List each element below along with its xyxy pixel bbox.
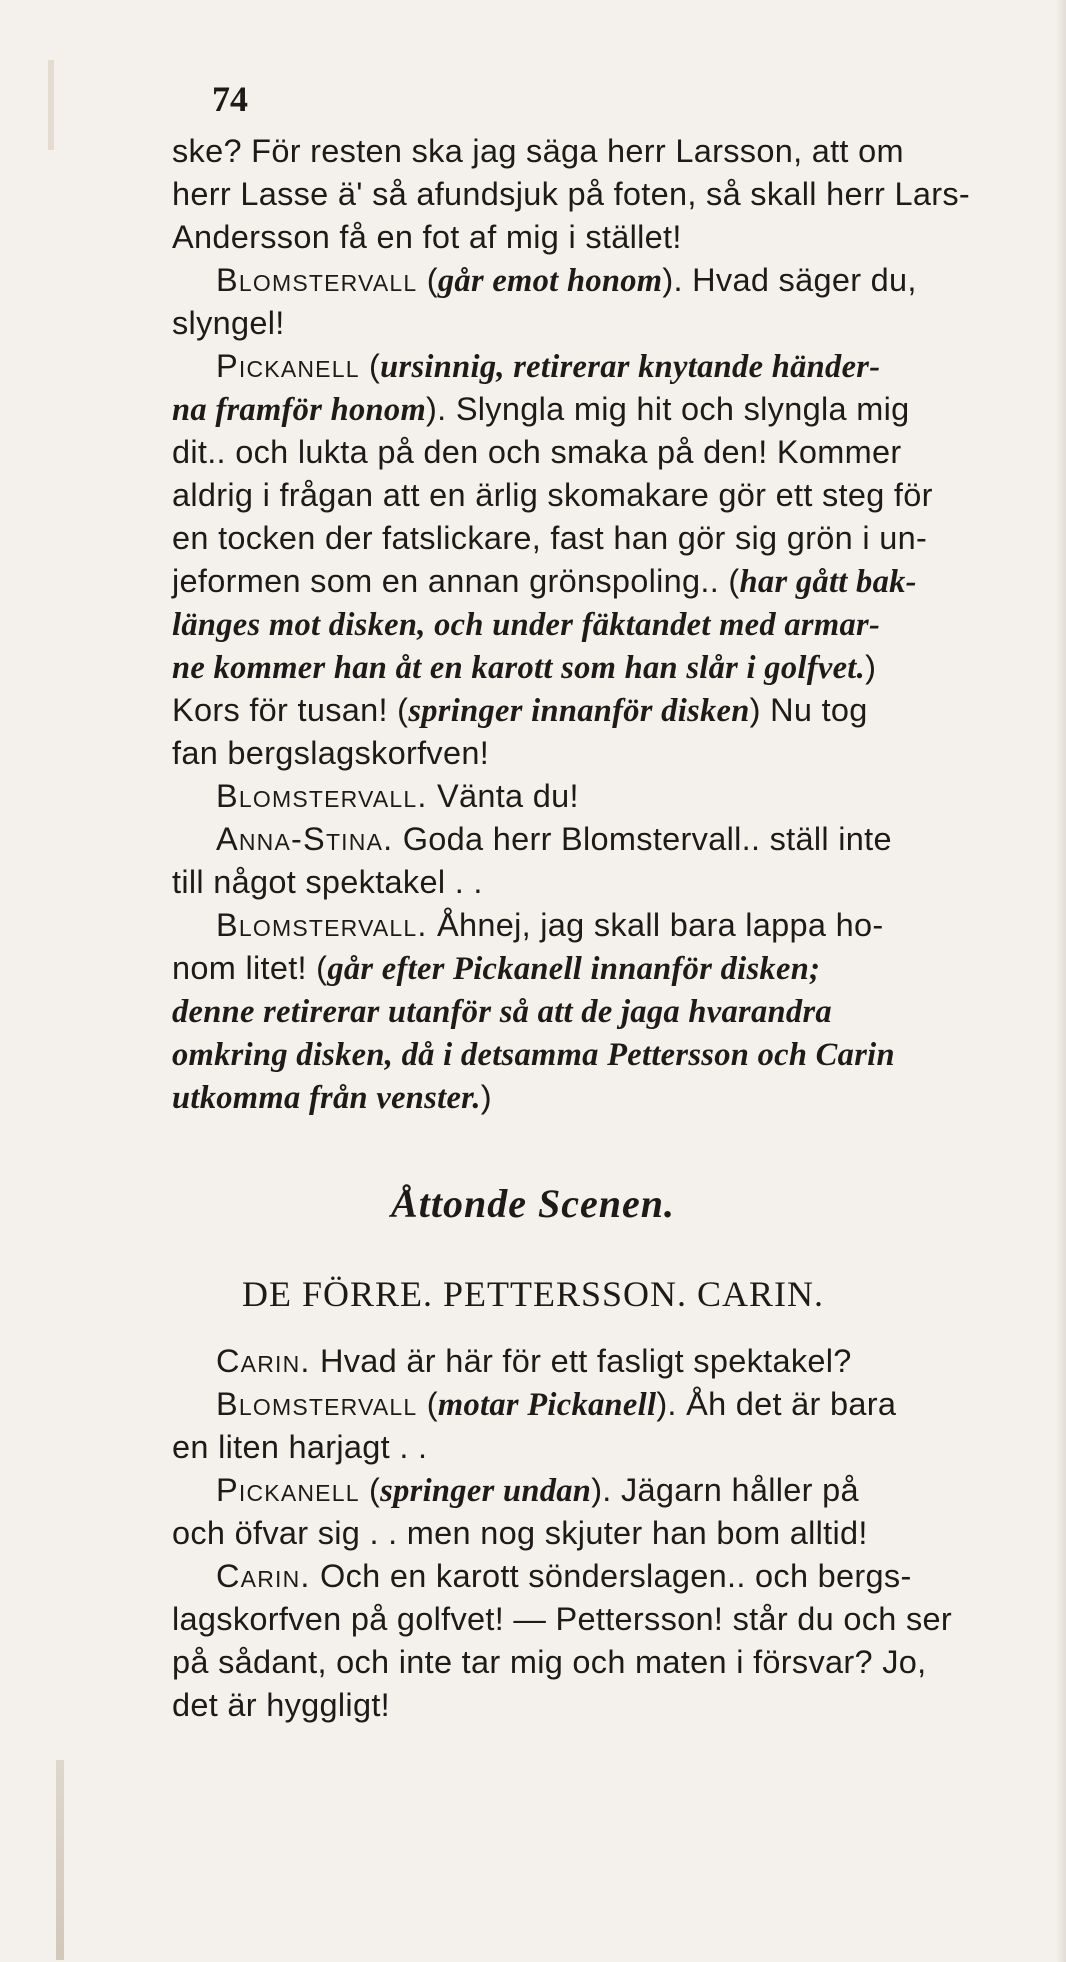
text-line bbox=[172, 517, 1052, 560]
stage-direction: går efter Pickanell innanför disken; bbox=[327, 951, 821, 987]
stage-direction: na framför honom bbox=[172, 392, 427, 428]
dialogue-text: Hvad är här för ett fasligt spektakel? bbox=[310, 1343, 852, 1379]
stage-direction: går emot honom bbox=[437, 263, 663, 299]
speaker-name: Pickanell bbox=[216, 1472, 360, 1508]
text-line bbox=[172, 1076, 1052, 1119]
text-line bbox=[172, 947, 1052, 990]
text-line bbox=[172, 173, 1052, 216]
dialogue-text: Kors för tusan! ( bbox=[172, 692, 409, 728]
text-line bbox=[172, 345, 1052, 388]
text-line bbox=[172, 689, 1052, 732]
dialogue-text: det är hyggligt! bbox=[172, 1687, 390, 1723]
text-line bbox=[172, 1555, 1052, 1598]
stage-direction: springer undan bbox=[380, 1473, 592, 1509]
dialogue-text: Åhnej, jag skall bara lappa ho- bbox=[427, 907, 884, 943]
dialogue-text: herr Lasse ä' så afundsjuk på foten, så skall herr Lars- bbox=[172, 176, 970, 212]
stage-direction: omkring disken, då i detsamma Pettersson och Carin bbox=[172, 1037, 895, 1073]
text-line bbox=[172, 732, 1052, 775]
stage-direction: utkomma från venster. bbox=[172, 1080, 481, 1116]
dialogue-text: lagskorfven på golfvet! — Pettersson! står du och ser bbox=[172, 1601, 953, 1637]
dialogue-text: ) bbox=[865, 649, 877, 685]
stage-direction: denne retirerar utanför så att de jaga hvarandra bbox=[172, 994, 832, 1030]
dialogue-text: ( bbox=[417, 262, 438, 298]
dialogue-text: en liten harjagt . . bbox=[172, 1429, 428, 1465]
text-line bbox=[172, 1641, 1052, 1684]
text-line bbox=[172, 1512, 1052, 1555]
dialogue-text: slyngel! bbox=[172, 305, 285, 341]
text-line bbox=[172, 1340, 1052, 1383]
speaker-name: Anna-Stina. bbox=[216, 821, 394, 857]
dialogue-text: Och en karott sönderslagen.. och bergs- bbox=[310, 1558, 912, 1594]
text-line bbox=[172, 775, 1052, 818]
speaker-name: Blomstervall. bbox=[216, 778, 428, 814]
stage-direction: har gått bak- bbox=[739, 564, 917, 600]
stage-direction: ursinnig, retirerar knytande händer- bbox=[380, 349, 881, 385]
text-line bbox=[172, 1684, 1052, 1727]
page-edge-mark-bottom bbox=[56, 1760, 64, 1960]
speaker-name: Carin. bbox=[216, 1343, 311, 1379]
dialogue-text: fan bergslagskorfven! bbox=[172, 735, 490, 771]
dialogue-text: ( bbox=[359, 1472, 381, 1508]
dialogue-text: ( bbox=[417, 1386, 438, 1422]
text-line bbox=[172, 388, 1052, 431]
speaker-name: Carin. bbox=[216, 1558, 311, 1594]
speaker-name: Blomstervall. bbox=[216, 907, 428, 943]
dialogue-text: ske? För resten ska jag säga herr Larsson, att om bbox=[172, 133, 904, 169]
stage-direction: springer innanför disken bbox=[408, 693, 750, 729]
dialogue-text: och öfvar sig . . men nog skjuter han bom alltid! bbox=[172, 1515, 868, 1551]
text-line bbox=[172, 990, 1052, 1033]
page-number: 74 bbox=[212, 79, 248, 119]
dialogue-text-top bbox=[172, 130, 1052, 1119]
text-line bbox=[172, 431, 1052, 474]
text-line bbox=[172, 904, 1052, 947]
stage-direction: motar Pickanell bbox=[437, 1387, 657, 1423]
speaker-name: Blomstervall bbox=[216, 1386, 418, 1422]
dialogue-text: Vänta du! bbox=[427, 778, 579, 814]
speaker-name: Blomstervall bbox=[216, 262, 418, 298]
text-line bbox=[172, 216, 1052, 259]
dialogue-text-bottom bbox=[172, 1340, 1052, 1727]
text-line bbox=[172, 1426, 1052, 1469]
dialogue-text: ). Jägarn håller på bbox=[591, 1472, 859, 1508]
dialogue-text: ) bbox=[480, 1079, 492, 1115]
text-line bbox=[172, 861, 1052, 904]
dialogue-text: ). Hvad säger du, bbox=[662, 262, 917, 298]
dialogue-text: Goda herr Blomstervall.. ställ inte bbox=[393, 821, 892, 857]
dialogue-text: ). Åh det är bara bbox=[656, 1386, 897, 1422]
text-line bbox=[172, 1598, 1052, 1641]
dialogue-text: jeformen som en annan grönspoling.. ( bbox=[172, 563, 740, 599]
dialogue-text: aldrig i frågan att en ärlig skomakare gör ett steg för bbox=[172, 477, 933, 513]
dialogue-text: ). Slyngla mig hit och slyngla mig bbox=[426, 391, 910, 427]
text-line bbox=[172, 259, 1052, 302]
text-line bbox=[172, 646, 1052, 689]
scene-title: Åttonde Scenen. bbox=[391, 1181, 675, 1226]
dialogue-text: ( bbox=[359, 348, 381, 384]
text-line bbox=[172, 130, 1052, 173]
text-line bbox=[172, 1469, 1052, 1512]
dialogue-text: nom litet! ( bbox=[172, 950, 328, 986]
text-line bbox=[172, 1383, 1052, 1426]
dialogue-text: dit.. och lukta på den och smaka på den! Kommer bbox=[172, 434, 902, 470]
stage-direction: ne kommer han åt en karott som han slår i golfvet. bbox=[172, 650, 866, 686]
text-line bbox=[172, 818, 1052, 861]
dialogue-text: till något spektakel . . bbox=[172, 864, 483, 900]
page-edge-mark bbox=[48, 60, 54, 150]
speaker-name: Pickanell bbox=[216, 348, 360, 384]
text-line bbox=[172, 1033, 1052, 1076]
stage-direction: länges mot disken, och under fäktandet med armar- bbox=[172, 607, 881, 643]
text-line bbox=[172, 603, 1052, 646]
text-line bbox=[172, 474, 1052, 517]
dialogue-text: en tocken der fatslickare, fast han gör sig grön i un- bbox=[172, 520, 928, 556]
text-line bbox=[172, 560, 1052, 603]
page-binding-edge bbox=[1056, 0, 1066, 1962]
dialogue-text: Andersson få en fot af mig i stället! bbox=[172, 219, 682, 255]
text-line bbox=[172, 302, 1052, 345]
dialogue-text: ) Nu tog bbox=[749, 692, 868, 728]
dialogue-text: på sådant, och inte tar mig och maten i försvar? Jo, bbox=[172, 1644, 927, 1680]
scene-characters: DE FÖRRE. PETTERSSON. CARIN. bbox=[241, 1274, 825, 1314]
